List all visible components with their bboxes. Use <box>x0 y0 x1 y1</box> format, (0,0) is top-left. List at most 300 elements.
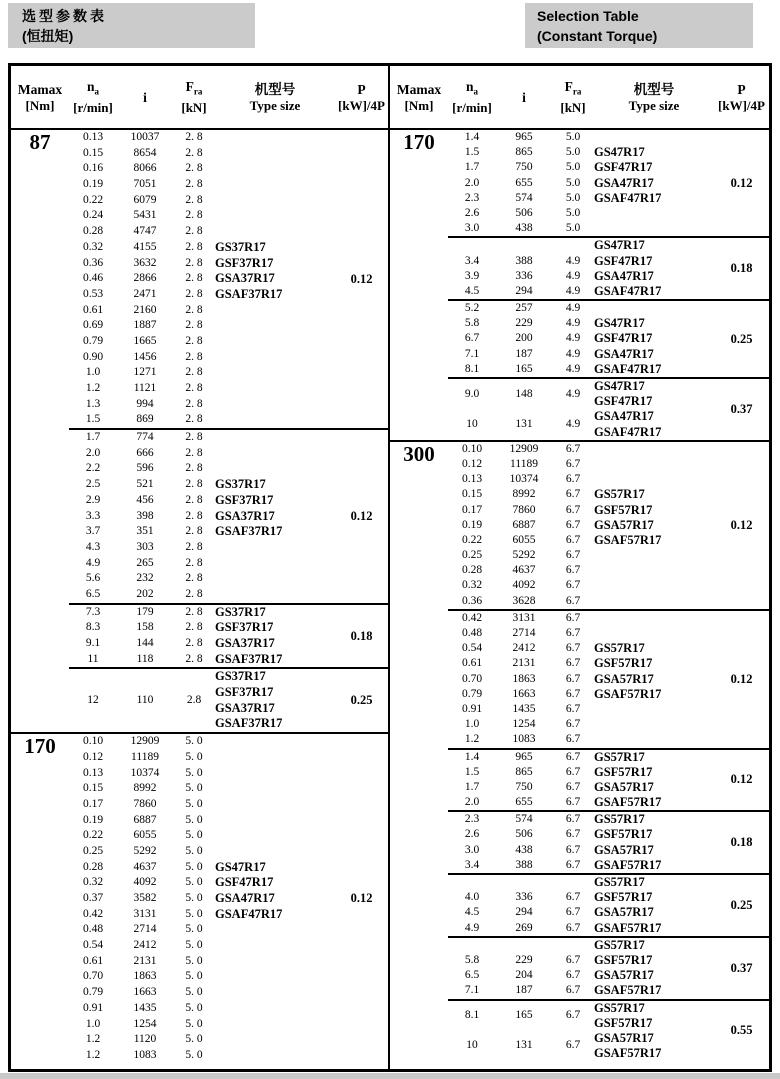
na-cell: 2.0 <box>85 446 101 459</box>
na-cell: 6.5 <box>464 969 480 982</box>
sections <box>448 130 769 440</box>
fra-cell: 2. 8 <box>185 131 203 143</box>
fra-cell: 6.7 <box>565 858 581 871</box>
na-cell: 0.90 <box>82 350 104 363</box>
title-box-cn <box>8 3 255 48</box>
na-cell: 0.15 <box>82 146 104 159</box>
num-column <box>69 669 215 732</box>
table-row <box>69 509 215 525</box>
na-cell: 1.5 <box>85 413 101 426</box>
type-size-cell <box>215 954 335 970</box>
i-cell: 4637 <box>512 564 536 577</box>
type-size-cell <box>594 472 714 487</box>
type-size-cell <box>215 461 335 477</box>
type-size-cell: GSF57R17 <box>594 827 653 842</box>
type-column <box>215 605 335 668</box>
num-column <box>69 130 215 428</box>
na-cell: 1.2 <box>85 1033 101 1046</box>
i-cell: 265 <box>136 556 154 569</box>
fra-cell: 2. 8 <box>185 209 203 222</box>
power-cell: 0.25 <box>730 331 753 346</box>
fra-cell: 6.7 <box>565 733 581 746</box>
table-row <box>69 224 215 240</box>
fra-cell: 6.7 <box>565 828 581 841</box>
header-col-type-size <box>594 81 714 114</box>
na-cell: 0.28 <box>461 564 483 577</box>
header-label-main: P <box>737 81 746 97</box>
i-cell: 869 <box>136 413 154 426</box>
type-size-cell <box>594 221 714 236</box>
na-cell: 1.4 <box>464 750 480 763</box>
fra-cell: 6.7 <box>565 984 581 997</box>
fra-cell: 2. 8 <box>185 350 203 363</box>
table-row <box>69 524 215 540</box>
na-cell: 2.6 <box>464 206 480 219</box>
i-cell: 456 <box>136 493 154 506</box>
section <box>448 999 769 1062</box>
i-cell: 2131 <box>512 657 536 670</box>
num-column <box>69 605 215 668</box>
table-row <box>448 457 594 472</box>
header-label <box>215 81 335 98</box>
table-row <box>69 605 215 621</box>
fra-cell: 6.7 <box>565 843 581 856</box>
type-size-cell: GS47R17 <box>594 316 645 331</box>
power-cell: 0.37 <box>730 960 753 975</box>
num-column <box>448 812 594 873</box>
header-label-sub: a <box>94 86 99 97</box>
i-cell: 8066 <box>133 162 157 175</box>
type-size-cell <box>594 611 714 626</box>
na-cell: 0.79 <box>82 986 104 999</box>
table-row <box>69 334 215 350</box>
power-cell: 0.25 <box>730 897 753 912</box>
type-size-cell: GSAF37R17 <box>215 286 283 301</box>
fra-cell: 2. 8 <box>185 366 203 379</box>
na-cell: 0.61 <box>461 657 483 670</box>
i-cell <box>496 238 552 253</box>
table-row <box>69 954 215 970</box>
mamax-value: 170 <box>24 734 56 759</box>
na-cell: 2.0 <box>464 176 480 189</box>
table-row <box>448 316 594 331</box>
header-col-mamax <box>11 81 69 114</box>
type-size-cell <box>594 301 714 316</box>
i-cell: 2714 <box>512 627 536 639</box>
header-label <box>496 89 552 106</box>
na-cell: 0.69 <box>82 319 104 332</box>
type-size-cell: GSF47R17 <box>594 253 653 268</box>
mamax-value: 170 <box>403 130 435 154</box>
type-size-cell: GS57R17 <box>594 812 645 827</box>
na-cell: 1.2 <box>85 382 101 394</box>
header-label <box>69 78 117 101</box>
na-cell: 5.2 <box>464 302 480 315</box>
table-row <box>448 702 594 717</box>
i-cell: 12909 <box>509 442 539 455</box>
na-cell: 0.70 <box>82 970 104 983</box>
na-cell <box>448 938 496 953</box>
fra-cell: 2. 8 <box>185 319 203 332</box>
power-cell: 0.25 <box>350 693 373 708</box>
na-cell: 3.4 <box>464 254 480 267</box>
i-cell: 4092 <box>133 876 157 889</box>
table-row <box>448 563 594 578</box>
power-cell: 0.55 <box>730 1023 753 1038</box>
na-cell: 0.28 <box>82 860 104 873</box>
fra-cell: 4.9 <box>565 332 581 345</box>
table-row <box>448 858 594 873</box>
na-cell: 7.1 <box>464 984 480 997</box>
type-size-cell: GSA57R17 <box>594 671 654 686</box>
na-cell: 1.7 <box>464 161 480 174</box>
fra-cell: 5. 0 <box>185 923 203 936</box>
i-cell: 12909 <box>130 735 160 748</box>
fra-cell: 5. 0 <box>185 876 203 889</box>
na-cell: 0.12 <box>82 750 104 763</box>
na-cell: 5.8 <box>464 953 480 966</box>
na-cell: 1.5 <box>464 765 480 778</box>
fra-cell: 5.0 <box>565 222 581 235</box>
type-size-cell: GS37R17 <box>215 239 266 254</box>
fra-cell: 2. 8 <box>185 556 203 569</box>
power-cell: 0.18 <box>730 835 753 850</box>
table-row <box>448 890 594 905</box>
type-size-cell: GS57R17 <box>594 641 645 656</box>
na-cell: 1.0 <box>85 1017 101 1030</box>
table-row <box>448 938 594 953</box>
table-row <box>69 477 215 493</box>
fra-cell: 2. 8 <box>185 431 203 444</box>
i-cell: 750 <box>515 780 533 793</box>
table-row <box>448 206 594 221</box>
title-cn-line2: (恒扭矩) <box>22 28 74 44</box>
fra-cell: 2.8 <box>186 693 202 706</box>
fra-cell: 2. 8 <box>185 446 203 459</box>
header-unit: [kW]/4P <box>338 97 385 113</box>
type-size-cell: GSF57R17 <box>594 502 653 517</box>
na-cell: 0.42 <box>82 907 104 920</box>
na-cell: 2.3 <box>464 191 480 204</box>
num-column <box>448 1001 594 1062</box>
table-row <box>69 907 215 923</box>
num-column <box>448 938 594 999</box>
num-column <box>69 430 215 603</box>
fra-cell: 5. 0 <box>185 954 203 967</box>
na-cell: 0.22 <box>461 533 483 546</box>
i-cell: 2866 <box>133 272 157 285</box>
title-box-en <box>525 3 753 48</box>
fra-cell: 2. 8 <box>185 572 203 585</box>
type-size-cell <box>215 334 335 350</box>
header-label-sub: ra <box>572 86 582 97</box>
na-cell: 0.25 <box>82 844 104 857</box>
i-cell: 7051 <box>133 178 157 191</box>
table-row <box>448 921 594 936</box>
table-row <box>448 284 594 299</box>
i-cell: 574 <box>515 813 533 826</box>
type-size-cell: GSF47R17 <box>215 875 274 890</box>
fra-cell: 5. 0 <box>185 1033 203 1046</box>
table-row <box>448 611 594 626</box>
fra-cell: 6.7 <box>565 813 581 826</box>
na-cell: 6.5 <box>85 587 101 600</box>
type-size-cell <box>215 828 335 844</box>
table-row <box>448 968 594 983</box>
num-column <box>448 130 594 236</box>
na-cell: 0.48 <box>461 627 483 639</box>
type-column <box>215 130 335 428</box>
section <box>69 603 388 668</box>
table-row <box>448 533 594 548</box>
i-cell: 1083 <box>133 1048 157 1061</box>
table-body <box>11 130 388 1069</box>
type-size-cell <box>215 161 335 177</box>
na-cell: 0.19 <box>82 813 104 826</box>
na-cell: 0.17 <box>82 797 104 810</box>
na-cell: 7.3 <box>85 605 101 618</box>
header-unit: [kN] <box>181 100 207 116</box>
table-row <box>448 795 594 810</box>
type-size-cell <box>594 442 714 457</box>
fra-cell: 5. 0 <box>185 782 203 795</box>
table-row <box>448 331 594 346</box>
i-cell: 1887 <box>133 319 157 332</box>
type-size-cell: GSAF47R17 <box>594 283 662 298</box>
title-en-line2: (Constant Torque) <box>537 28 658 44</box>
table-row <box>69 193 215 209</box>
fra-cell: 5. 0 <box>185 797 203 810</box>
na-cell: 10 <box>466 417 478 430</box>
na-cell: 2.5 <box>85 478 101 491</box>
header-label-main: F <box>185 78 194 94</box>
header-label-main: 机型号 <box>254 81 296 97</box>
na-cell: 0.32 <box>461 579 483 592</box>
i-cell: 1271 <box>133 366 157 379</box>
fra-cell: 5.0 <box>565 131 581 143</box>
na-cell: 9.0 <box>464 387 480 400</box>
na-cell: 0.12 <box>461 457 483 470</box>
fra-cell: 6.7 <box>565 442 581 455</box>
fra-cell: 5. 0 <box>185 813 203 826</box>
fra-cell: 2. 8 <box>185 493 203 506</box>
table-row <box>448 578 594 593</box>
fra-cell: 5.0 <box>565 191 581 204</box>
table-row <box>448 1008 594 1023</box>
type-size-cell: GSF57R17 <box>594 1015 653 1030</box>
type-size-cell: GS57R17 <box>594 937 645 952</box>
type-size-cell: GSF57R17 <box>594 764 653 779</box>
type-size-cell: GSAF47R17 <box>594 361 662 376</box>
fra-cell: 6.7 <box>565 579 581 592</box>
table-row <box>448 875 594 890</box>
na-cell: 4.9 <box>85 556 101 569</box>
type-size-cell <box>215 193 335 209</box>
type-size-cell: GSAF57R17 <box>594 1046 662 1061</box>
i-cell: 388 <box>515 254 533 267</box>
fra-cell: 2. 8 <box>185 413 203 426</box>
type-size-cell: GS57R17 <box>594 487 645 502</box>
type-column <box>594 130 714 236</box>
na-cell: 6.7 <box>464 332 480 345</box>
type-size-cell: GS47R17 <box>594 238 645 253</box>
fra-cell: 6.7 <box>565 518 581 531</box>
table-row <box>69 985 215 1001</box>
na-cell: 0.22 <box>82 193 104 206</box>
na-cell: 0.91 <box>461 702 483 715</box>
fra-cell: 5. 0 <box>185 844 203 857</box>
fra-cell: 4.9 <box>565 362 581 375</box>
i-cell: 229 <box>515 953 533 966</box>
i-cell: 294 <box>515 906 533 919</box>
na-cell: 0.13 <box>82 766 104 779</box>
type-size-cell <box>594 457 714 472</box>
fra-cell: 5. 0 <box>185 735 203 748</box>
fra-cell: 2. 8 <box>185 525 203 538</box>
fra-cell <box>552 238 594 253</box>
i-cell: 303 <box>136 540 154 553</box>
type-size-cell: GSF47R17 <box>594 394 653 409</box>
fra-cell: 6.7 <box>565 1009 581 1022</box>
type-size-cell: GSAF37R17 <box>215 524 283 539</box>
table-row <box>448 347 594 362</box>
power-cell: 0.18 <box>350 628 373 643</box>
fra-cell: 6.7 <box>565 503 581 516</box>
i-cell: 2160 <box>133 303 157 316</box>
i-cell: 2131 <box>133 954 157 967</box>
type-size-cell: GS37R17 <box>215 604 266 619</box>
type-column <box>594 750 714 811</box>
header-label-main: n <box>465 78 474 94</box>
table-row <box>69 844 215 860</box>
header-label <box>552 78 594 101</box>
table-row <box>69 240 215 256</box>
i-cell: 3131 <box>133 907 157 920</box>
i-cell: 6887 <box>512 518 536 531</box>
i-cell: 165 <box>515 1009 533 1022</box>
type-size-cell <box>215 177 335 193</box>
type-column <box>594 938 714 999</box>
i-cell: 257 <box>515 302 533 315</box>
type-size-cell <box>215 318 335 334</box>
table-row <box>69 161 215 177</box>
fra-cell: 5. 0 <box>185 1001 203 1014</box>
na-cell: 0.16 <box>82 162 104 175</box>
torque-block <box>11 732 388 1063</box>
table-row <box>69 146 215 162</box>
section <box>448 873 769 936</box>
table-row <box>448 301 594 316</box>
type-size-cell <box>215 844 335 860</box>
i-cell: 1863 <box>512 672 536 685</box>
i-cell: 2471 <box>133 287 157 300</box>
na-cell: 0.54 <box>461 642 483 655</box>
table-row <box>69 130 215 146</box>
i-cell: 3632 <box>133 256 157 269</box>
na-cell: 0.79 <box>82 334 104 347</box>
i-cell: 8992 <box>512 488 536 501</box>
type-size-cell: GSA37R17 <box>215 508 275 523</box>
power-cell: 0.18 <box>730 261 753 276</box>
fra-cell: 6.7 <box>565 1039 581 1052</box>
type-size-cell: GSAF47R17 <box>594 424 662 439</box>
na-cell: 4.3 <box>85 540 101 553</box>
table-row <box>448 732 594 747</box>
section <box>69 734 388 1063</box>
table-row <box>69 813 215 829</box>
i-cell: 110 <box>136 693 154 706</box>
na-cell: 1.3 <box>85 397 101 410</box>
fra-cell: 2. 8 <box>185 272 203 285</box>
fra-cell: 2. 8 <box>185 193 203 206</box>
i-cell: 388 <box>515 858 533 871</box>
type-size-cell <box>215 587 335 603</box>
na-cell: 1.2 <box>85 1048 101 1061</box>
fra-cell: 6.7 <box>565 969 581 982</box>
fra-cell: 5. 0 <box>185 1017 203 1030</box>
fra-cell: 4.9 <box>565 284 581 297</box>
i-cell: 232 <box>136 572 154 585</box>
na-cell: 1.5 <box>464 146 480 159</box>
na-cell: 0.15 <box>82 782 104 795</box>
na-cell: 0.19 <box>82 178 104 191</box>
table-row <box>69 828 215 844</box>
i-cell: 1121 <box>133 382 157 394</box>
na-cell: 0.17 <box>461 503 483 516</box>
type-size-cell <box>215 969 335 985</box>
header-label-sub: ra <box>193 86 203 97</box>
type-size-cell <box>215 1001 335 1017</box>
table-row <box>69 461 215 477</box>
i-cell: 5292 <box>133 844 157 857</box>
table-row <box>448 594 594 609</box>
i-cell: 6887 <box>133 813 157 826</box>
fra-cell: 6.7 <box>565 672 581 685</box>
na-cell: 0.25 <box>461 549 483 562</box>
type-size-cell: GSA37R17 <box>215 636 275 650</box>
table-half-left <box>11 66 390 1069</box>
na-cell <box>448 238 496 253</box>
table-row <box>69 1017 215 1033</box>
na-cell: 1.4 <box>464 131 480 143</box>
na-cell: 3.0 <box>464 843 480 856</box>
i-cell: 131 <box>515 1039 533 1052</box>
fra-cell: 6.7 <box>565 657 581 670</box>
i-cell: 596 <box>136 462 154 475</box>
i-cell: 3131 <box>512 611 536 624</box>
type-size-cell <box>215 750 335 766</box>
type-size-cell: GS57R17 <box>594 749 645 764</box>
type-column <box>594 238 714 299</box>
fra-cell: 2. 8 <box>185 540 203 553</box>
selection-table <box>8 63 772 1072</box>
type-size-cell <box>215 412 335 428</box>
fra-cell: 2. 8 <box>185 462 203 475</box>
i-cell: 1863 <box>133 970 157 983</box>
fra-cell: 2. 8 <box>185 178 203 191</box>
na-cell: 0.61 <box>82 303 104 316</box>
num-column <box>448 238 594 299</box>
table-row <box>448 548 594 563</box>
type-size-cell <box>215 208 335 224</box>
section <box>448 377 769 440</box>
header-unit: [kN] <box>560 100 586 116</box>
i-cell: 3628 <box>512 594 536 607</box>
table-row <box>69 287 215 303</box>
na-cell: 0.70 <box>461 672 483 685</box>
fra-cell: 5. 0 <box>185 829 203 842</box>
header-label <box>173 78 215 101</box>
